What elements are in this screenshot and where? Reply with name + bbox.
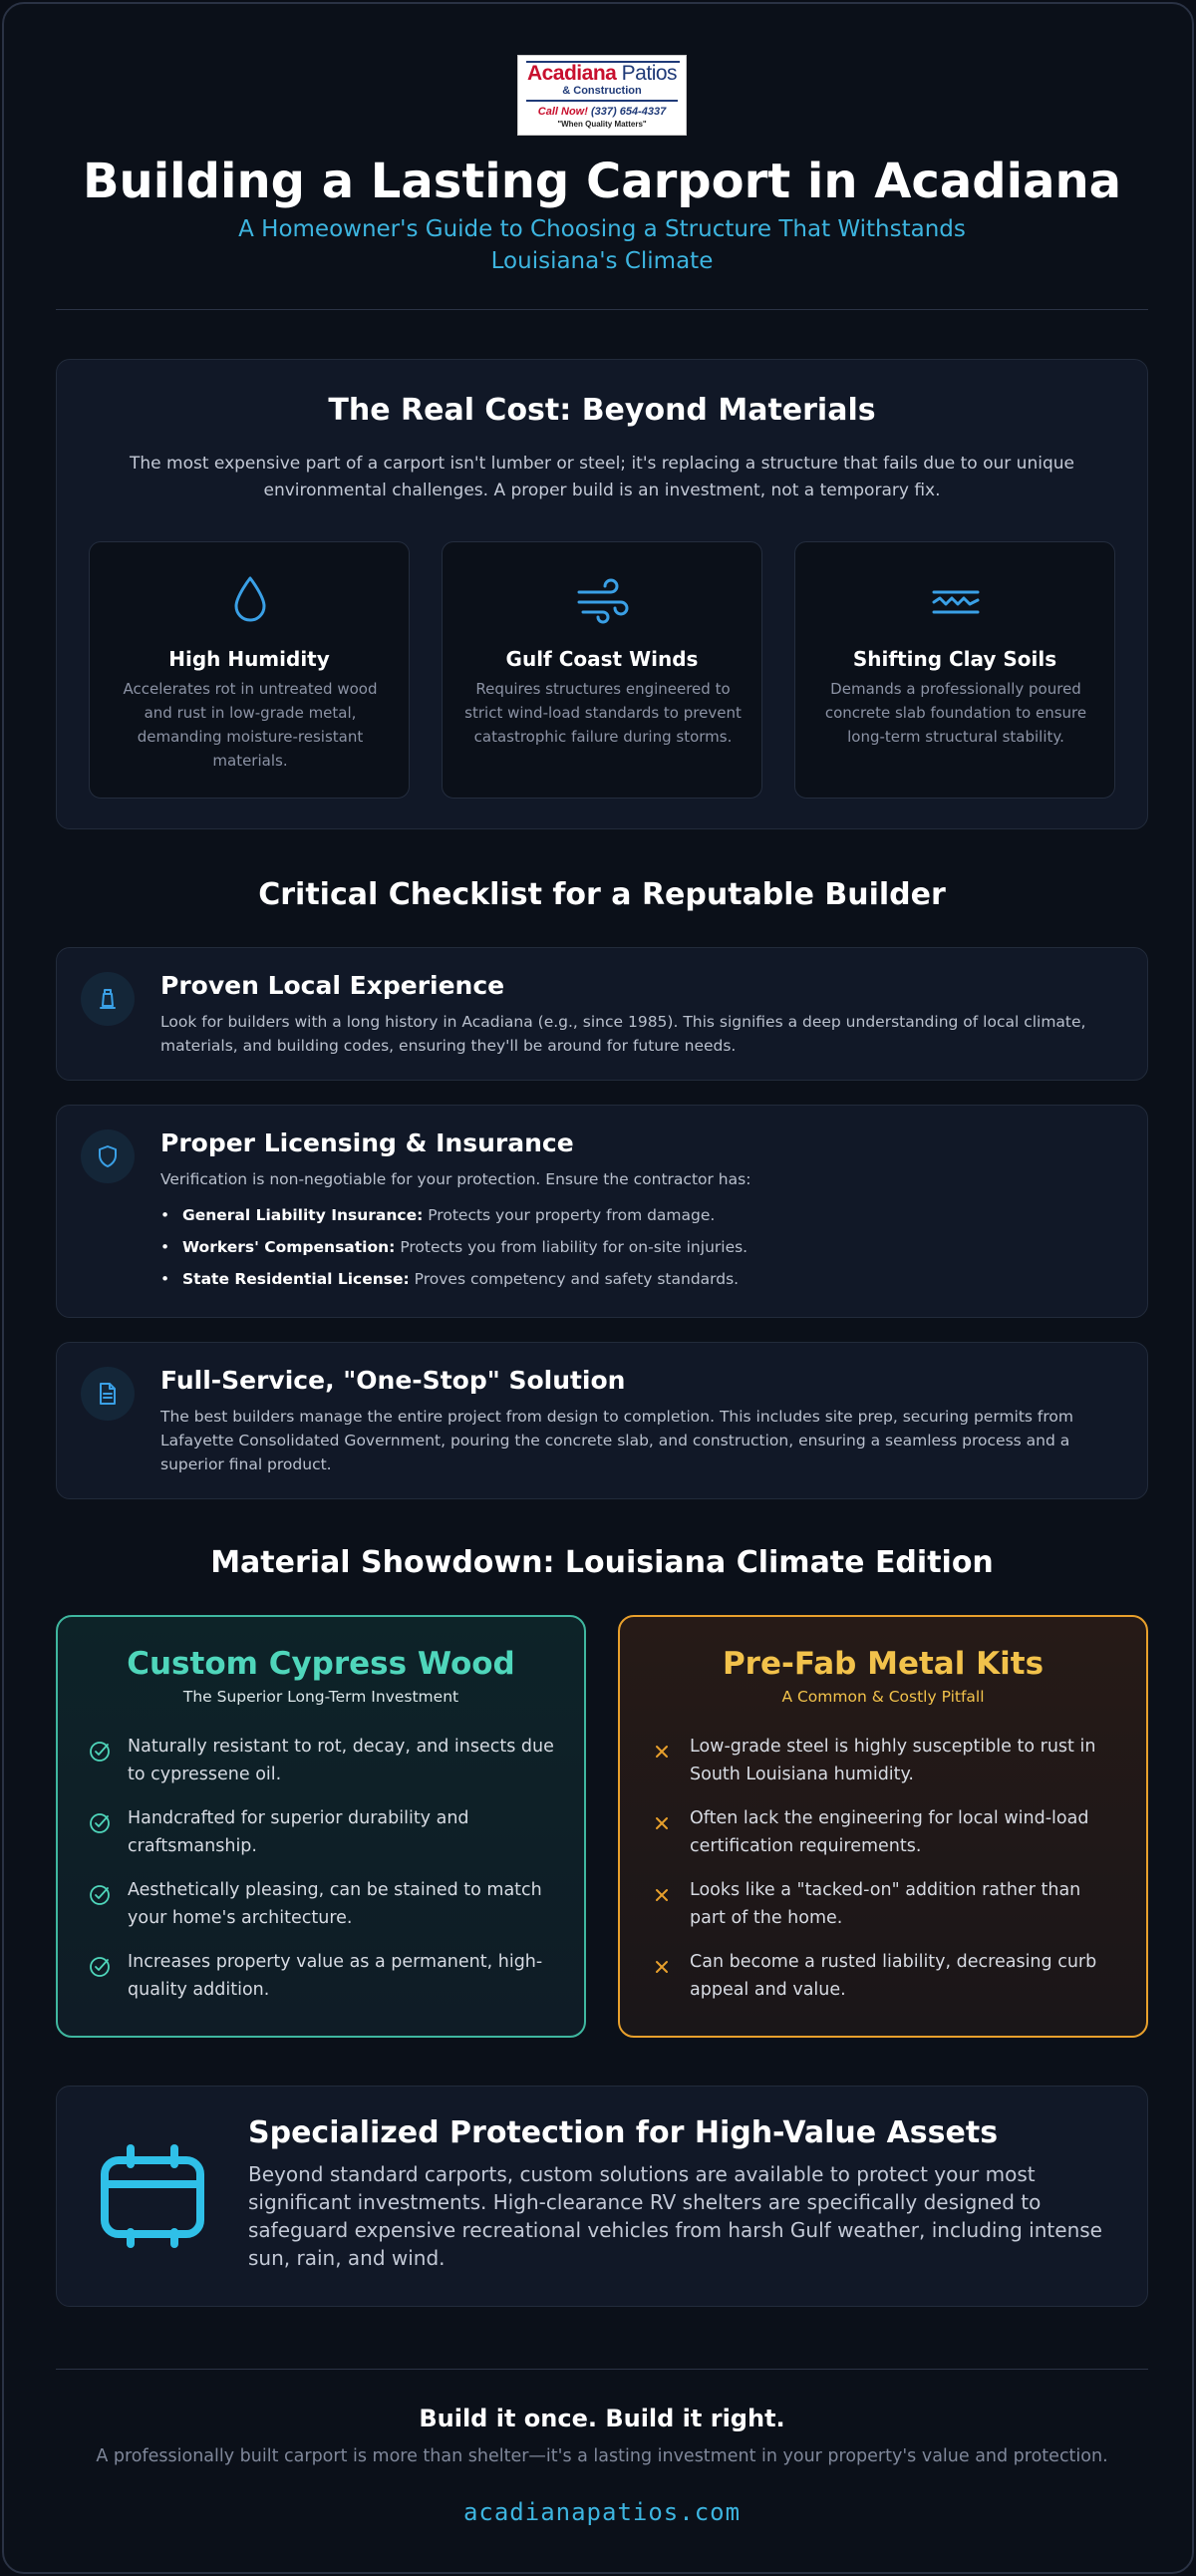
list-item: Increases property value as a permanent, high-quality addition. [88, 1948, 556, 2020]
company-logo [517, 55, 687, 136]
footer-headline: Build it once. Build it right. [419, 2405, 785, 2432]
list-item: Often lack the engineering for local wind-load certification requirements. [650, 1804, 1118, 1876]
challenge-card-soils [794, 541, 1115, 799]
document-icon [95, 1381, 121, 1407]
checklist-item-licensing [56, 1105, 1148, 1318]
checklist-desc: Verification is non-negotiable for your protection. Ensure the contractor has: [160, 1170, 751, 1188]
showdown-heading: Material Showdown: Louisiana Climate Edition [210, 1545, 994, 1580]
header-divider [56, 309, 1148, 310]
shield-icon [95, 1143, 121, 1169]
challenge-card-winds [442, 541, 762, 799]
page-title: Building a Lasting Carport in Acadiana [82, 154, 1122, 209]
protection-desc: Beyond standard carports, custom solutions are available to protect your most significant investments. High-clearance RV shelters are specifically designed to safeguard expensive recreational vehicles from harsh Gulf weather, including intense sun, rain, and wind. [248, 2162, 1102, 2270]
logo-subtitle: & Construction [562, 85, 642, 97]
logo-phone: (337) 654-4337 [590, 106, 667, 118]
list-item: Handcrafted for superior durability and craftsmanship. [88, 1804, 556, 1876]
list-item: Naturally resistant to rot, decay, and insects due to cypressene oil. [88, 1733, 556, 1804]
checklist-title: Proven Local Experience [160, 971, 505, 1000]
challenge-title: High Humidity [168, 647, 330, 671]
metal-subtitle: A Common & Costly Pitfall [781, 1688, 985, 1706]
list-item: • State Residential License: Proves competency and safety standards. [160, 1263, 1117, 1295]
soil-icon [926, 570, 986, 630]
wind-icon [573, 570, 633, 630]
cost-heading: The Real Cost: Beyond Materials [328, 393, 876, 428]
footer-tagline: A professionally built carport is more than shelter—it's a lasting investment in your property's value and protection. [96, 2446, 1108, 2466]
logo-call: Call Now! [537, 106, 588, 118]
check-circle-icon [88, 1955, 112, 1979]
check-circle-icon [88, 1811, 112, 1835]
challenge-desc: Demands a professionally poured concrete slab foundation to ensure long-term structural stability. [824, 680, 1087, 746]
x-mark-icon [650, 1811, 674, 1835]
checklist-item-full-service [56, 1342, 1148, 1499]
rv-icon [97, 2140, 208, 2252]
list-item: Low-grade steel is highly susceptible to rust in South Louisiana humidity. [650, 1733, 1118, 1804]
wood-title: Custom Cypress Wood [127, 1646, 515, 1682]
list-item: Can become a rusted liability, decreasing curb appeal and value. [650, 1948, 1118, 2020]
water-drop-icon [220, 570, 280, 630]
challenge-card-humidity [89, 541, 410, 799]
list-item: Aesthetically pleasing, can be stained to match your home's architecture. [88, 1876, 556, 1948]
checklist-desc: Look for builders with a long history in Acadiana (e.g., since 1985). This signifies a deep understanding of local climate, materials, and building codes, ensuring they'll be around for future needs. [160, 1013, 1086, 1055]
list-item: • Workers' Compensation: Protects you from liability for on-site injuries. [160, 1231, 1117, 1263]
wood-comparison-card [56, 1615, 586, 2038]
protection-panel [56, 2086, 1148, 2307]
licensing-list [160, 1199, 1117, 1295]
checklist-title: Full-Service, "One-Stop" Solution [160, 1366, 626, 1395]
website-link[interactable]: acadianapatios.com [462, 2498, 742, 2526]
wood-subtitle: The Superior Long-Term Investment [182, 1688, 459, 1706]
page-subtitle: A Homeowner's Guide to Choosing a Structure That Withstands Louisiana's Climate [238, 216, 966, 274]
challenge-title: Shifting Clay Soils [852, 647, 1057, 671]
footer-divider [56, 2369, 1148, 2370]
checklist-item-experience [56, 947, 1148, 1081]
checklist-desc: The best builders manage the entire project from design to completion. This includes site prep, securing permits from Lafayette Consolidated Government, pouring the concrete slab, and construction, ensuring a seamless process and a superior final product. [160, 1408, 1073, 1473]
x-mark-icon [650, 1740, 674, 1764]
infographic-frame [2, 2, 1194, 2574]
check-circle-icon [88, 1740, 112, 1764]
x-mark-icon [650, 1883, 674, 1907]
challenge-desc: Requires structures engineered to strict wind-load standards to prevent catastrophic failure during storms. [464, 680, 742, 746]
list-item: • General Liability Insurance: Protects your property from damage. [160, 1199, 1117, 1231]
check-circle-icon [88, 1883, 112, 1907]
checklist-heading: Critical Checklist for a Reputable Builder [258, 877, 946, 912]
list-item: Looks like a "tacked-on" addition rather than part of the home. [650, 1876, 1118, 1948]
checklist-title: Proper Licensing & Insurance [160, 1128, 574, 1157]
metal-title: Pre-Fab Metal Kits [722, 1646, 1045, 1682]
logo-tagline: "When Quality Matters" [557, 120, 647, 129]
x-mark-icon [650, 1955, 674, 1979]
challenge-title: Gulf Coast Winds [505, 647, 699, 671]
logo-roof-line [526, 61, 680, 67]
protection-title: Specialized Protection for High-Value Assets [248, 2115, 999, 2150]
logo-brand-2: Patios [621, 62, 678, 85]
lighthouse-icon [95, 986, 121, 1012]
challenge-desc: Accelerates rot in untreated wood and rust in low-grade metal, demanding moisture-resistant materials. [123, 680, 378, 770]
metal-comparison-card [618, 1615, 1148, 2038]
logo-brand: Acadiana [526, 62, 617, 85]
cost-intro: The most expensive part of a carport isn't lumber or steel; it's replacing a structure that fails due to our unique environmental challenges. A proper build is an investment, not a temporary fix. [130, 454, 1074, 500]
